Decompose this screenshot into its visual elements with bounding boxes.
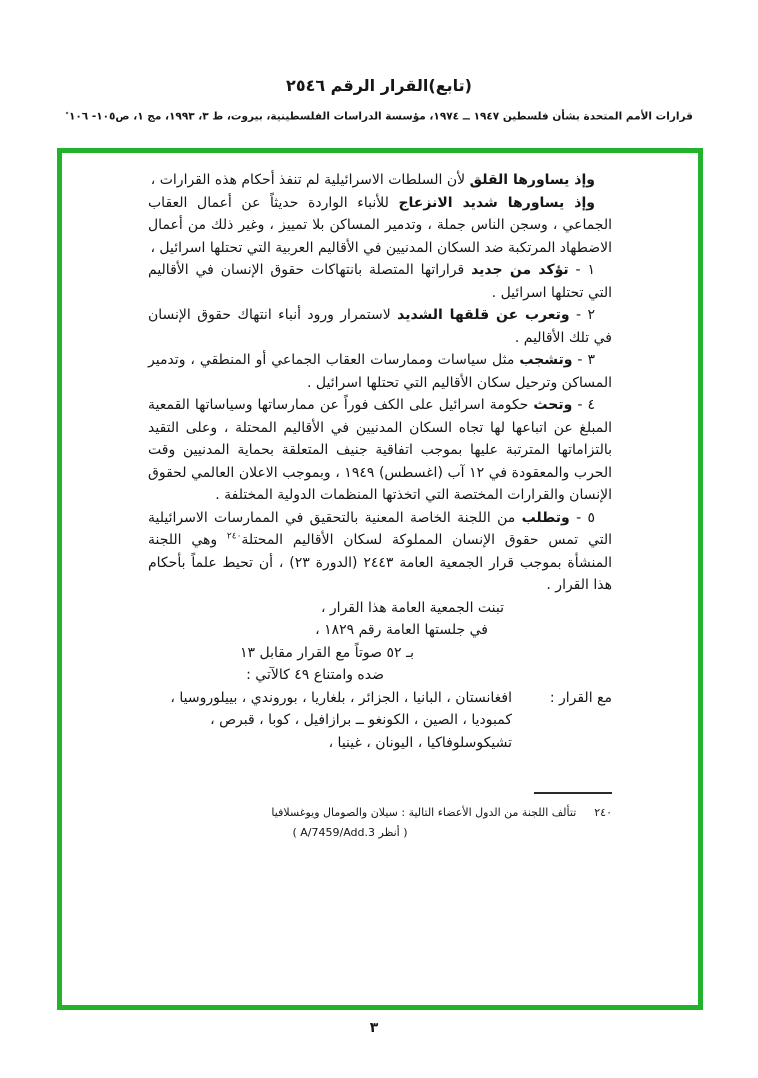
vote-with-row — [148, 687, 612, 755]
operative-paragraph-2 — [148, 304, 612, 349]
paragraph-number: ٥ - — [569, 509, 595, 526]
source-footnote-mark: ٭ — [65, 109, 69, 117]
operative-verb-bold: وتحث — [533, 397, 573, 413]
preamble-paragraph — [148, 192, 612, 260]
adoption-line: تبنت الجمعية العامة هذا القرار ، — [320, 599, 504, 616]
operative-text: لاستمرار ورود أنباء انتهاك حقوق الإنسان في تلك الأقاليم . — [148, 307, 612, 346]
operative-verb-bold: وتطلب — [521, 509, 570, 526]
operative-verb-bold: وتعرب عن قلقها الشديد — [397, 307, 570, 323]
preamble-lead-bold: وإذ يساورها شديد الانزعاج — [398, 194, 595, 211]
footnote-separator-rule — [534, 792, 612, 794]
preamble-lead-bold: وإذ يساورها القلق — [469, 172, 595, 188]
operative-text: مثل سياسات وممارسات العقاب الجماعي أو المنطقي ، وتدمير المساكن وترحيل سكان الأقاليم التي تحتلها اسرائيل . — [148, 352, 612, 391]
footnote-text: تتألف اللجنة من الدول الأعضاء التالية : سيلان والصومال ويوغسلافيا — [271, 806, 577, 819]
footnote-reference-240: ٢٤٠ — [226, 531, 242, 542]
footnote-line — [148, 803, 612, 823]
paragraph-number: ٣ - — [572, 352, 595, 368]
operative-text: حكومة اسرائيل على الكف فوراً عن ممارساتها وسياساتها القمعية المبلغ عن اتباعها لها تجاه السكان المدنيين في الأقاليم المحتلة ، وعلى التقيد بالتزاماتها المترتبة عليها بموجب اتفاقية جنيف المتعلقة بحماية المدنيين وقت الحرب والمعقودة في ١٢ آب (اغسطس) ١٩٤٩ ، وبموجب الاعلان العالمي لحقوق الإنسان والقرارات المختصة التي اتخذتها المنظمات الدولية المختلفة . — [148, 397, 612, 503]
green-border-box — [57, 148, 703, 1010]
page-number: ٣ — [369, 1020, 379, 1036]
operative-paragraph-1 — [148, 259, 612, 304]
operative-verb-bold: وتشجب — [519, 352, 573, 368]
preamble-text: للأنباء الواردة حديثاً عن أعمال العقاب الجماعي ، وسجن الناس جملة ، وتدمير المساكن بلا تمييز ، وغير ذلك من أعمال الاضطهاد المرتكبة ضد السكان المدنيين في الأقاليم العربية التي تحتلها اسرائيل ، — [148, 194, 612, 256]
footnote-number: ٢٤٠ — [594, 806, 612, 819]
resolution-text-column — [148, 169, 612, 843]
preamble-paragraph — [148, 169, 612, 192]
operative-verb-bold: تؤكد من جديد — [471, 262, 569, 278]
adoption-block — [148, 597, 612, 687]
resolution-title: (تابع)القرار الرقم ٢٥٤٦ — [286, 76, 472, 95]
operative-text: قراراتها المتصلة بانتهاكات حقوق الإنسان في الأقاليم التي تحتلها اسرائيل . — [148, 262, 612, 301]
source-citation-line — [18, 109, 740, 123]
vote-with-countries: افغانستان ، البانيا ، الجزائر ، بلغاريا ، بوروندي ، بييلوروسيا ، كمبوديا ، الصين ، الكونغو ــ برازافيل ، كوبا ، قبرص ، تشيكوسلوفاكيا ، اليونان ، غينيا ، — [170, 689, 512, 751]
operative-text-continued: وهي اللجنة المنشأة بموجب قرار الجمعية العامة ٢٤٤٣ (الدورة ٢٣) ، أن تحيط علماً بأحكام هذا القرار . — [148, 532, 612, 593]
paragraph-number: ١ - — [568, 262, 595, 278]
footnote-document-reference: ( أنظر A/7459/Add.3 ) — [292, 826, 408, 839]
adoption-line: بـ ٥٢ صوتاً مع القرار مقابل ١٣ — [240, 644, 414, 661]
operative-paragraph-4 — [148, 394, 612, 507]
paragraph-number: ٤ - — [572, 397, 595, 413]
operative-paragraph-3 — [148, 349, 612, 394]
preamble-text: لأن السلطات الاسرائيلية لم تنفذ أحكام هذه القرارات ، — [150, 172, 470, 188]
footnote-block — [148, 792, 612, 843]
vote-with-label: مع القرار : — [549, 689, 612, 706]
operative-text: من اللجنة الخاصة المعنية بالتحقيق في الممارسات الاسرائيلية التي تمس حقوق الإنسان المملوكة لسكان الأقاليم المحتلة — [148, 509, 612, 548]
adoption-line: ضده وامتناع ٤٩ كالآتي : — [246, 667, 384, 683]
source-citation-text: قرارات الأمم المتحدة بشأن فلسطين ١٩٤٧ ــ ١٩٧٤، مؤسسة الدراسات الفلسطينية، بيروت، ط ٣، ١٩٩٣، مج ١، ص١٠٥- ١٠٦ — [68, 110, 693, 123]
adoption-line: في جلستها العامة رقم ١٨٢٩ ، — [315, 622, 488, 638]
operative-paragraph-5 — [148, 507, 612, 597]
paragraph-number: ٢ - — [569, 307, 595, 323]
